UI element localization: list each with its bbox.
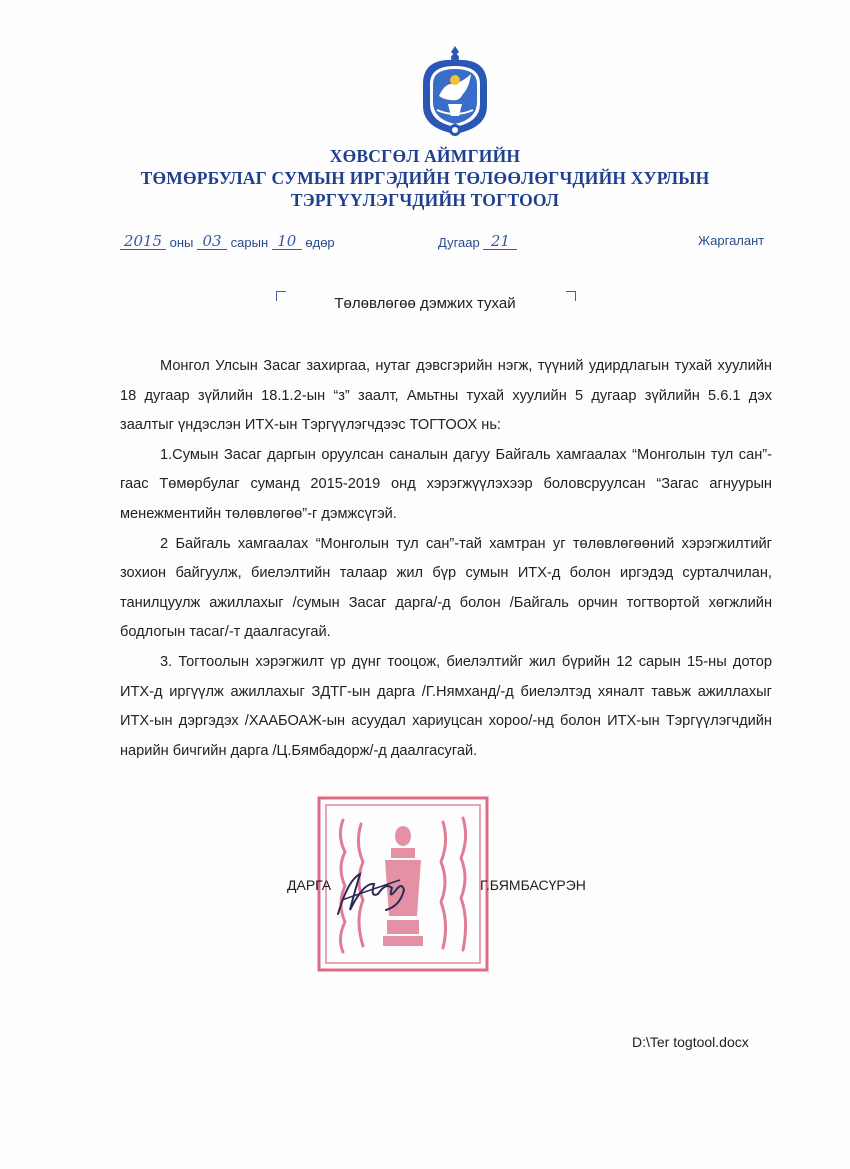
- clause-2-paragraph: 2 Байгаль хамгаалах “Монголын тул сан”-тай хамтран уг төлөвлөгөөний хэрэгжилтийг зохион байгуулж, биелэлтийн талаар жил бүр сумын ИТХ-д болон иргэдэд сурталчилан, танилцуулж ажиллахыг /сумын Засаг дарга/-д болон /Байгаль орчин тогтвортой хөгжлийн бодлогын тасаг/-т даалгасугай.: [120, 535, 772, 641]
- header-council: ТӨМӨРБУЛАГ СУМЫН ИРГЭДИЙН ТӨЛӨӨЛӨГЧДИЙН ХУРЛЫН: [140, 168, 710, 188]
- subject-title: Төлөвлөгөө дэмжих тухай: [334, 295, 516, 312]
- preamble-paragraph: Монгол Улсын Засаг захиргаа, нутаг дэвсгэрийн нэгж, түүний удирдлагын тухай хуулийн 18 дугаар зүйлийн 18.1.2-ын “з” заалт, Амьтны тухай хуулийн 5 дугаар зүйлийн 5.6.1 дэх заалтыг үндэслэн ИТХ-ын Тэргүүлэгчдээс ТОГТООХ нь:: [120, 358, 772, 434]
- number-row: [438, 233, 517, 250]
- date-month: 03: [197, 233, 227, 250]
- clause-3-paragraph: 3. Тогтоолын хэрэгжилт үр дүнг тооцож, биелэлтийг жил бүрийн 12 сарын 15-ны дотор ИТХ-д иргүүлж ажиллахыг ЗДТГ-ын дарга /Г.Нямханд/-д биелэлтэд хяналт тавьж ажиллахыг ИТХ-ын дэргэдэх /ХААБОАЖ-ын асуудал хариуцсан хороо/-нд болон ИТХ-ын Тэргүүлэгчдийн нарийн бичгийн дарга /Ц.Бямбадорж/-д даалгасугай.: [120, 653, 772, 759]
- file-path-footer: D:\Ter togtool.docx: [632, 1034, 749, 1050]
- handwritten-signature-icon: [330, 860, 410, 924]
- resolution-number: 21: [483, 233, 517, 250]
- signatory-title: ДАРГА: [287, 877, 332, 893]
- header-resolution: ТЭРГҮҮЛЭГЧДИЙН ТОГТООЛ: [290, 190, 560, 210]
- signatory-name: Г.БЯМБАСҮРЭН: [480, 877, 586, 893]
- state-emblem-icon: [415, 44, 495, 140]
- date-row: [120, 233, 335, 250]
- place-name: Жаргалант: [698, 233, 765, 248]
- date-month-label: сарын: [230, 235, 269, 250]
- date-day-label: өдөр: [305, 235, 335, 250]
- date-year: 2015: [120, 233, 166, 250]
- number-label: Дугаар: [438, 235, 480, 250]
- date-day: 10: [272, 233, 302, 250]
- clause-1-paragraph: 1.Сумын Засаг даргын оруулсан саналын дагуу Байгаль хамгаалах “Монголын тул сан”-гаас Төмөрбулаг суманд 2015-2019 онд хэрэгжүүлэхээр боловсруулсан “Загас агнуурын менежментийн төлөвлөгөө”-г дэмжсүгэй.: [120, 446, 772, 522]
- header-aimag: ХӨВСГӨЛ АЙМГИЙН: [329, 146, 521, 166]
- resolution-body: [120, 352, 772, 766]
- date-year-label: оны: [169, 235, 194, 250]
